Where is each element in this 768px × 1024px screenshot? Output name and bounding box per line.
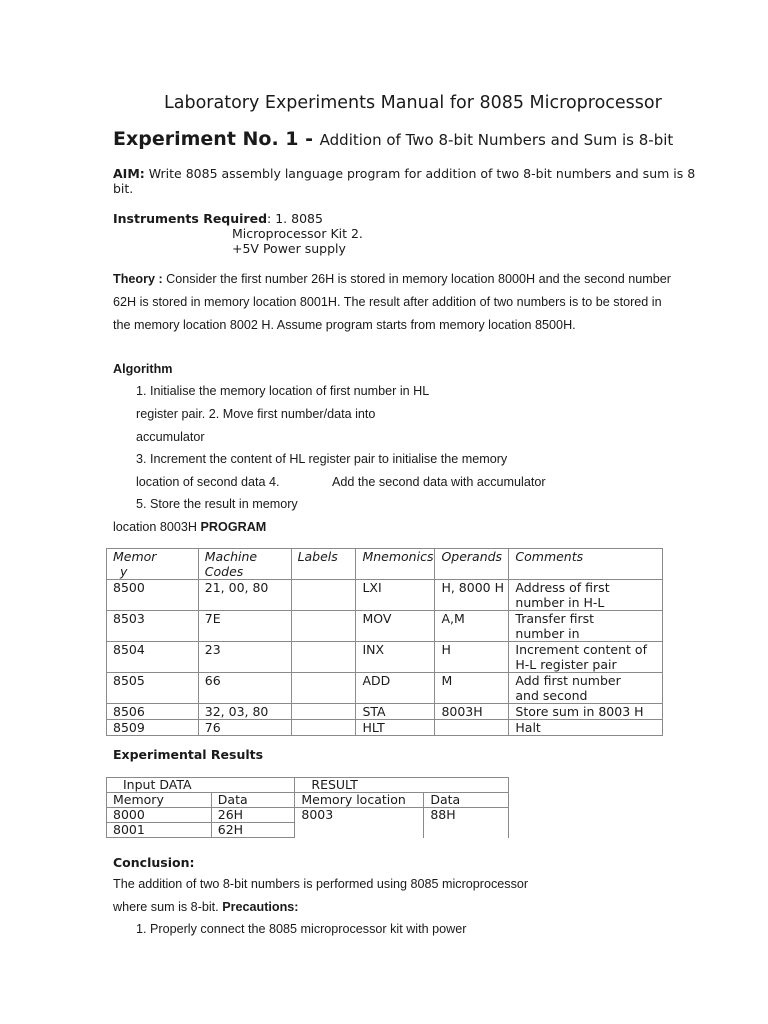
theory-paragraph bbox=[113, 268, 673, 337]
conclusion-line-1: The addition of two 8-bit numbers is performed using 8085 microprocessor bbox=[113, 877, 529, 891]
input-data-header: Input DATA bbox=[107, 778, 295, 793]
cell-codes: 76 bbox=[198, 720, 291, 736]
cell-operands: H bbox=[435, 642, 509, 673]
instruments-line3: +5V Power supply bbox=[232, 241, 346, 256]
cell-memory: 8509 bbox=[107, 720, 199, 736]
cell-operands: M bbox=[435, 673, 509, 704]
col-memory: Memory bbox=[107, 793, 212, 808]
table-row bbox=[107, 611, 663, 642]
results-heading: Experimental Results bbox=[113, 747, 264, 762]
cell-mnemonic: STA bbox=[356, 704, 435, 720]
table-row bbox=[107, 673, 663, 704]
experiment-number: Experiment No. 1 - bbox=[113, 128, 314, 150]
cell-label bbox=[291, 704, 356, 720]
algorithm-step-1-cont: register pair. 2. Move first number/data into bbox=[136, 407, 376, 421]
aim-text: Write 8085 assembly language program for addition of two 8-bit numbers and sum is 8 bit. bbox=[113, 166, 696, 196]
instruments-line2: Microprocessor Kit 2. bbox=[232, 226, 363, 241]
instruments-list bbox=[232, 226, 432, 256]
result-data: 88H bbox=[424, 808, 509, 838]
aim-label: AIM: bbox=[113, 166, 145, 181]
algorithm-step-2-cont: accumulator bbox=[136, 430, 205, 444]
instruments-label: Instruments Required bbox=[113, 211, 268, 226]
cell-codes: 21, 00, 80 bbox=[198, 580, 291, 611]
experiment-subtitle: Addition of Two 8-bit Numbers and Sum is 8-bit bbox=[319, 131, 674, 149]
table-row bbox=[107, 580, 663, 611]
page-title: Laboratory Experiments Manual for 8085 Microprocessor bbox=[164, 93, 662, 113]
col-data: Data bbox=[211, 793, 295, 808]
table-row bbox=[107, 808, 509, 823]
header-memory: Memor y bbox=[107, 549, 199, 580]
cell-label bbox=[291, 642, 356, 673]
cell-label bbox=[291, 673, 356, 704]
cell-codes: 32, 03, 80 bbox=[198, 704, 291, 720]
cell-comment: Add first number and second bbox=[509, 673, 663, 704]
cell-label bbox=[291, 580, 356, 611]
cell-mnemonic: HLT bbox=[356, 720, 435, 736]
input-memory: 8001 bbox=[107, 823, 212, 838]
conclusion-heading: Conclusion: bbox=[113, 855, 195, 870]
cell-comment: Store sum in 8003 H bbox=[509, 704, 663, 720]
cell-operands: H, 8000 H bbox=[435, 580, 509, 611]
col-data-result: Data bbox=[424, 793, 509, 808]
input-memory: 8000 bbox=[107, 808, 212, 823]
result-location: 8003 bbox=[295, 808, 424, 838]
cell-mnemonic: LXI bbox=[356, 580, 435, 611]
precautions-label: Precautions: bbox=[222, 900, 299, 914]
precaution-item-1: 1. Properly connect the 8085 microprocessor kit with power bbox=[136, 922, 467, 936]
algorithm-heading: Algorithm bbox=[113, 362, 173, 376]
algorithm-step-5-cont bbox=[113, 520, 266, 534]
header-labels: Labels bbox=[291, 549, 356, 580]
algorithm-last-line: location 8003H bbox=[113, 520, 198, 534]
cell-memory: 8504 bbox=[107, 642, 199, 673]
cell-mnemonic: INX bbox=[356, 642, 435, 673]
cell-mnemonic: ADD bbox=[356, 673, 435, 704]
cell-memory: 8500 bbox=[107, 580, 199, 611]
cell-memory: 8503 bbox=[107, 611, 199, 642]
program-table bbox=[106, 548, 663, 736]
cell-operands bbox=[435, 720, 509, 736]
cell-operands: 8003H bbox=[435, 704, 509, 720]
cell-memory: 8505 bbox=[107, 673, 199, 704]
algorithm-step-3-cont: location of second data 4. bbox=[136, 475, 280, 489]
header-mnemonics: Mnemonics bbox=[356, 549, 435, 580]
conclusion-line-2: where sum is 8-bit. Precautions: bbox=[113, 900, 299, 914]
table-row bbox=[107, 704, 663, 720]
cell-memory: 8506 bbox=[107, 704, 199, 720]
aim-paragraph bbox=[113, 166, 703, 196]
instruments-line1: : 1. 8085 bbox=[267, 211, 323, 226]
cell-comment: Address of first number in H-L bbox=[509, 580, 663, 611]
cell-codes: 66 bbox=[198, 673, 291, 704]
cell-codes: 23 bbox=[198, 642, 291, 673]
results-table bbox=[106, 777, 509, 838]
cell-comment: Halt bbox=[509, 720, 663, 736]
cell-label bbox=[291, 611, 356, 642]
algorithm-step-1: 1. Initialise the memory location of first number in HL bbox=[136, 384, 430, 398]
input-data: 26H bbox=[211, 808, 295, 823]
input-data: 62H bbox=[211, 823, 295, 838]
program-label: PROGRAM bbox=[200, 520, 267, 534]
cell-comment: Increment content of H-L register pair bbox=[509, 642, 663, 673]
table-row bbox=[107, 720, 663, 736]
header-machine-codes: Machine Codes bbox=[198, 549, 291, 580]
col-memory-location: Memory location bbox=[295, 793, 424, 808]
cell-codes: 7E bbox=[198, 611, 291, 642]
program-table-header bbox=[107, 549, 663, 580]
header-operands: Operands bbox=[435, 549, 509, 580]
algorithm-step-3: 3. Increment the content of HL register pair to initialise the memory bbox=[136, 452, 508, 466]
table-row bbox=[107, 642, 663, 673]
theory-label: Theory : bbox=[113, 272, 163, 286]
cell-mnemonic: MOV bbox=[356, 611, 435, 642]
instruments-line bbox=[113, 211, 323, 226]
cell-operands: A,M bbox=[435, 611, 509, 642]
algorithm-step-5: 5. Store the result in memory bbox=[136, 497, 298, 511]
theory-text: Consider the first number 26H is stored in memory location 8000H and the second number 62H is stored in memory location 8001H. The result after addition of two numbers is to be stored in the memory location 8002 H. Assume program starts from memory location 8500H. bbox=[113, 272, 671, 332]
cell-comment: Transfer first number in bbox=[509, 611, 663, 642]
algorithm-step-4: Add the second data with accumulator bbox=[332, 475, 546, 489]
result-header: RESULT bbox=[295, 778, 509, 793]
header-comments: Comments bbox=[509, 549, 663, 580]
cell-label bbox=[291, 720, 356, 736]
experiment-heading bbox=[113, 128, 673, 150]
